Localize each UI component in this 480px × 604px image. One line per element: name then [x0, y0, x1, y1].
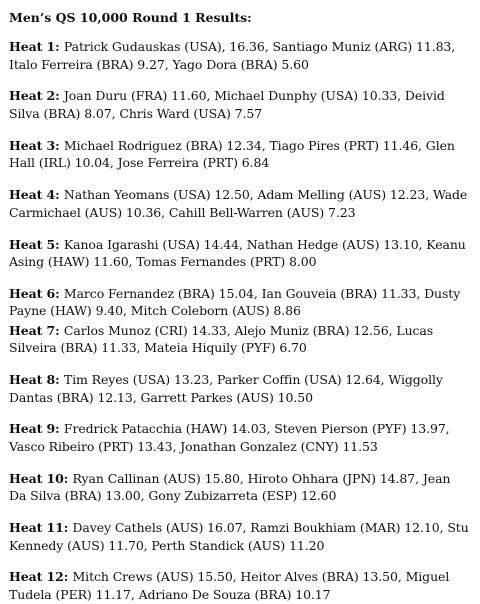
heat-label: Heat 12 — [9, 569, 64, 585]
heat-4: Heat 4: Nathan Yeomans (USA) 12.50, Adam Melling (AUS) 12.23, Wade Carmichael (AUS) 10.36, Cahill Bell-Warren (AUS) 7.23 — [9, 187, 468, 220]
heat-10: Heat 10: Ryan Callinan (AUS) 15.80, Hiroto Ohhara (JPN) 14.87, Jean Da Silva (BRA) 13.00, Gony Zubizarreta (ESP) 12.60 — [9, 470, 451, 504]
heat-3: Heat 3: Michael Rodriguez (BRA) 12.34, Tiago Pires (PRT) 11.46, Glen Hall (IRL) 10.04, Jose Ferreira (PRT) 6.84 — [9, 137, 455, 171]
heat-label: Heat 4 — [9, 187, 56, 203]
heat-8: Heat 8: Tim Reyes (USA) 13.23, Parker Coffin (USA) 12.64, Wiggolly Dantas (BRA) 12.13, Garrett Parkes (AUS) 10.50 — [9, 371, 443, 405]
heat-results: Patrick Gudauskas (USA), 16.36, Santiago Muniz (ARG) 11.83, Italo Ferreira (BRA) 9.27, Yago Dora (BRA) 5.60 — [9, 39, 456, 72]
heat-6: Heat 6: Marco Fernandez (BRA) 15.04, Ian Gouveia (BRA) 11.33, Dusty Payne (HAW) 9.40, Mitch Coleborn (AUS) 8.86 — [9, 285, 461, 319]
heat-5: Heat 5: Kanoa Igarashi (USA) 14.44, Nathan Hedge (AUS) 13.10, Keanu Asing (HAW) 11.60, Tomas Fernandes (PRT) 8.00 — [9, 236, 466, 270]
heat-label: Heat 8 — [9, 371, 56, 387]
heat-12: Heat 12: Mitch Crews (AUS) 15.50, Heitor Alves (BRA) 13.50, Miguel Tudela (PER) 11.17, Adriano De Souza (BRA) 10.17 — [9, 569, 450, 603]
heat-results: Ryan Callinan (AUS) 15.80, Hiroto Ohhara (JPN) 14.87, Jean Da Silva (BRA) 13.00, Gony Zubizarreta (ESP) 12.60 — [9, 470, 451, 504]
heat-results: Mitch Crews (AUS) 15.50, Heitor Alves (BRA) 13.50, Miguel Tudela (PER) 11.17, Adriano De Souza (BRA) 10.17 — [9, 569, 450, 603]
heat-results: Michael Rodriguez (BRA) 12.34, Tiago Pires (PRT) 11.46, Glen Hall (IRL) 10.04, Jose Ferreira (PRT) 6.84 — [9, 137, 455, 171]
heat-2: Heat 2: Joan Duru (FRA) 11.60, Michael Dunphy (USA) 10.33, Deivid Silva (BRA) 8.07, Chris Ward (USA) 7.57 — [9, 88, 445, 121]
heat-11: Heat 11: Davey Cathels (AUS) 16.07, Ramzi Boukhiam (MAR) 12.10, Stu Kennedy (AUS) 11.70, Perth Standick (AUS) 11.20 — [9, 520, 469, 553]
heat-results: Marco Fernandez (BRA) 15.04, Ian Gouveia (BRA) 11.33, Dusty Payne (HAW) 9.40, Mitch Coleborn (AUS) 8.86 — [9, 285, 461, 319]
heat-results: Davey Cathels (AUS) 16.07, Ramzi Boukhiam (MAR) 12.10, Stu Kennedy (AUS) 11.70, Perth Standick (AUS) 11.20 — [9, 520, 469, 553]
heat-results: Joan Duru (FRA) 11.60, Michael Dunphy (USA) 10.33, Deivid Silva (BRA) 8.07, Chris Ward (USA) 7.57 — [9, 88, 445, 121]
heat-results: Kanoa Igarashi (USA) 14.44, Nathan Hedge (AUS) 13.10, Keanu Asing (HAW) 11.60, Tomas Fernandes (PRT) 8.00 — [9, 236, 466, 270]
heat-label: Heat 6 — [9, 285, 56, 301]
heat-label: Heat 10 — [9, 470, 64, 486]
heat-label: Heat 11 — [9, 520, 64, 536]
heat-label: Heat 3 — [9, 137, 56, 153]
heat-label: Heat 5 — [9, 236, 56, 252]
heat-1: Heat 1: Patrick Gudauskas (USA), 16.36, Santiago Muniz (ARG) 11.83, Italo Ferreira (BRA) 9.27, Yago Dora (BRA) 5.60 — [9, 39, 456, 72]
heat-results: Fredrick Patacchia (HAW) 14.03, Steven Pierson (PYF) 13.97, Vasco Ribeiro (PRT) 13.43, Jonathan Gonzalez (CNY) 11.53 — [9, 421, 450, 454]
heat-label: Heat 7 — [9, 322, 56, 338]
heat-7: Heat 7: Carlos Munoz (CRI) 14.33, Alejo Muniz (BRA) 12.56, Lucas Silveira (BRA) 11.33, Mateia Hiquily (PYF) 6.70 — [9, 322, 434, 356]
heat-results: Tim Reyes (USA) 13.23, Parker Coffin (USA) 12.64, Wiggolly Dantas (BRA) 12.13, Garrett Parkes (AUS) 10.50 — [9, 371, 443, 405]
heat-results: Carlos Munoz (CRI) 14.33, Alejo Muniz (BRA) 12.56, Lucas Silveira (BRA) 11.33, Mateia Hiquily (PYF) 6.70 — [9, 322, 434, 356]
heat-9: Heat 9: Fredrick Patacchia (HAW) 14.03, Steven Pierson (PYF) 13.97, Vasco Ribeiro (PRT) 13.43, Jonathan Gonzalez (CNY) 11.53 — [9, 421, 450, 454]
heat-results: Nathan Yeomans (USA) 12.50, Adam Melling (AUS) 12.23, Wade Carmichael (AUS) 10.36, Cahill Bell-Warren (AUS) 7.23 — [9, 187, 468, 220]
heat-label: Heat 9 — [9, 421, 56, 437]
page-title: Men’s QS 10,000 Round 1 Results: — [9, 10, 252, 25]
heat-label: Heat 2 — [9, 88, 56, 104]
heat-label: Heat 1 — [9, 39, 56, 54]
